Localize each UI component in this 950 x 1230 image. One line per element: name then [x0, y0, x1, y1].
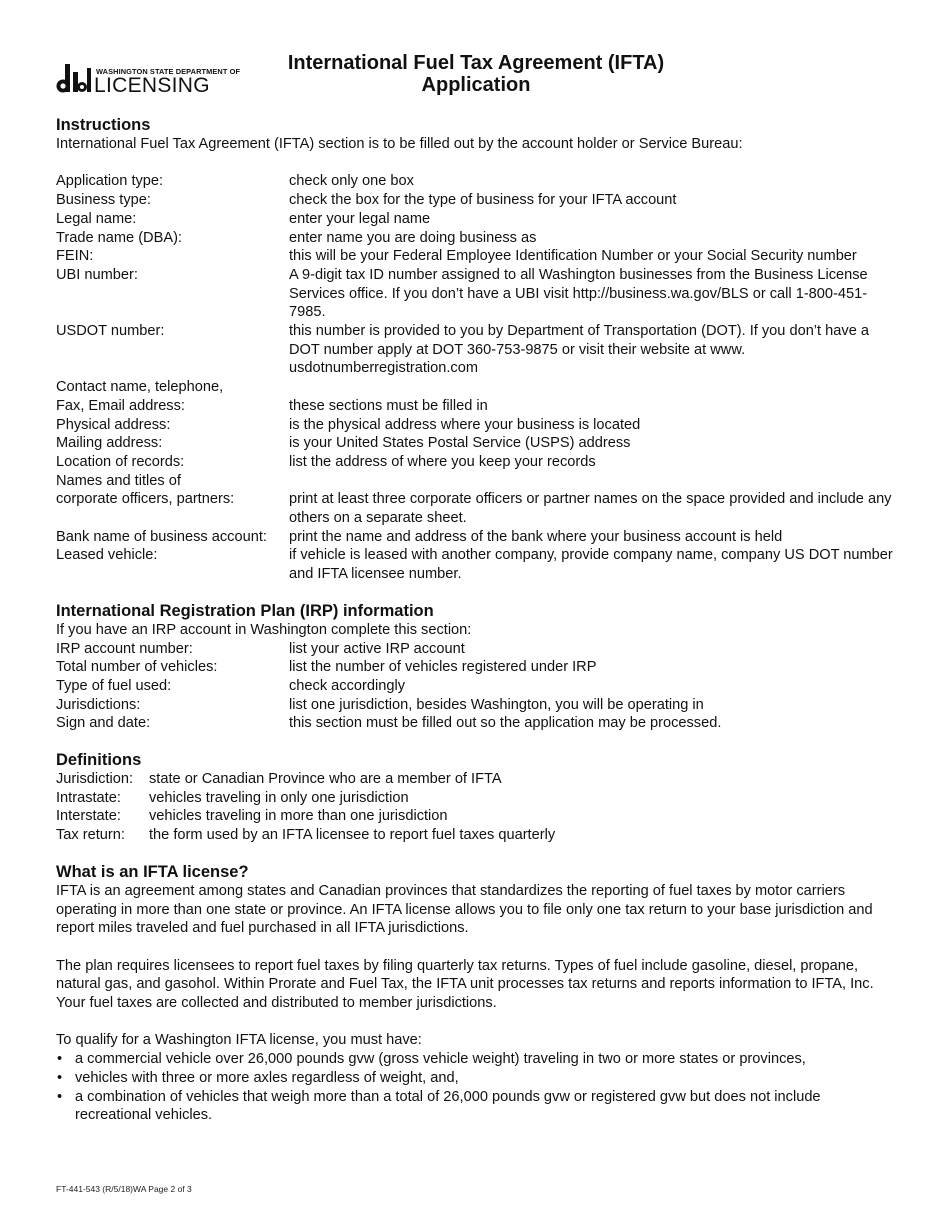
instruction-row-value: list the address of where you keep your records	[289, 453, 596, 470]
logo-department-text: WASHINGTON STATE DEPARTMENT OF	[96, 67, 241, 76]
irp-intro: If you have an IRP account in Washington complete this section:	[56, 621, 472, 638]
instruction-row-value: if vehicle is leased with another company, provide company name, company US DOT number and IFTA licensee number.	[289, 547, 893, 583]
definition-row-value: vehicles traveling in only one jurisdiction	[149, 789, 409, 806]
instruction-row	[56, 266, 896, 322]
instruction-row-value: this will be your Federal Employee Identification Number or your Social Security number	[289, 248, 857, 265]
page-header	[56, 52, 896, 104]
definition-row-label: Jurisdiction:	[56, 771, 134, 788]
instruction-row	[56, 546, 896, 583]
instruction-row-value: check the box for the type of business for your IFTA account	[289, 192, 677, 209]
definition-row-value: vehicles traveling in more than one jurisdiction	[149, 808, 448, 825]
instruction-row-value: is your United States Postal Service (USPS) address	[289, 435, 631, 452]
instruction-row-label: FEIN:	[56, 248, 94, 265]
definitions-section	[56, 751, 896, 845]
irp-heading: International Registration Plan (IRP) information	[56, 601, 434, 620]
instruction-row	[56, 528, 896, 547]
instructions-intro: International Fuel Tax Agreement (IFTA) section is to be filled out by the account holder or Service Bureau:	[56, 136, 743, 152]
instruction-row-value: check only one box	[289, 173, 414, 190]
instruction-row-value: print at least three corporate officers or partner names on the space provided and include any others on a separate sheet.	[289, 491, 892, 527]
page-title-line1: International Fuel Tax Agreement (IFTA)	[287, 52, 665, 74]
instruction-row-label: Mailing address:	[56, 435, 163, 452]
instruction-row-label: Contact name, telephone,	[56, 379, 224, 396]
instruction-row	[56, 172, 896, 191]
instruction-row-value: enter your legal name	[289, 210, 431, 227]
instruction-row	[56, 210, 896, 229]
instruction-row	[56, 191, 896, 210]
instruction-row-value: enter name you are doing business as	[289, 229, 537, 246]
irp-row-label: Sign and date:	[56, 715, 151, 732]
what-is-ifta-section	[56, 863, 896, 1125]
instruction-row-value: these sections must be filled in	[289, 397, 488, 414]
instructions-heading: Instructions	[56, 116, 151, 134]
instruction-row	[56, 247, 896, 266]
definition-row	[56, 770, 896, 789]
document-page	[56, 52, 896, 1125]
definitions-list	[56, 770, 896, 845]
definition-row	[56, 789, 896, 808]
irp-row-value: check accordingly	[289, 677, 405, 694]
instruction-row-label: Bank name of business account:	[56, 528, 267, 545]
qualify-bullet: • vehicles with three or more axles regardless of weight, and,	[56, 1069, 896, 1088]
page-title-line2: Application	[421, 74, 531, 96]
definition-row	[56, 807, 896, 826]
irp-section	[56, 602, 896, 733]
irp-row-label: Jurisdictions:	[56, 696, 141, 713]
instruction-row-value: A 9-digit tax ID number assigned to all Washington businesses from the Business License Services office. If you don’t have a UBI visit http://business.wa.gov/BLS or call 1-800-451-7985.	[289, 266, 868, 321]
definition-row	[56, 826, 896, 845]
instruction-row-label: Physical address:	[56, 416, 171, 433]
instructions-section	[56, 116, 896, 584]
qualify-list	[56, 1050, 896, 1125]
logo-licensing-text: LICENSING	[94, 74, 210, 97]
irp-row-value: this section must be filled out so the application may be processed.	[289, 715, 722, 732]
instruction-row	[56, 378, 896, 397]
instruction-row-label: Trade name (DBA):	[56, 229, 182, 246]
irp-row-label: Total number of vehicles:	[56, 659, 218, 676]
instruction-row-label: Business type:	[56, 192, 151, 209]
instruction-row-label: Location of records:	[56, 453, 185, 470]
page-title	[246, 52, 706, 96]
instruction-row-label: Legal name:	[56, 210, 137, 227]
instruction-row-label: Fax, Email address:	[56, 397, 185, 414]
qualify-bullet: • a commercial vehicle over 26,000 pounds gvw (gross vehicle weight) traveling in two or more states or provinces,	[56, 1050, 896, 1069]
definitions-heading: Definitions	[56, 751, 142, 770]
irp-row-label: Type of fuel used:	[56, 677, 172, 694]
definition-row-value: the form used by an IFTA licensee to report fuel taxes quarterly	[149, 827, 556, 844]
instruction-row	[56, 322, 896, 378]
instruction-row	[56, 229, 896, 248]
form-footer: FT-441-543 (R/5/18)WA Page 2 of 3	[56, 1184, 192, 1194]
instruction-row-label: Application type:	[56, 173, 164, 190]
irp-list	[56, 640, 896, 734]
instruction-row-label: Leased vehicle:	[56, 547, 158, 564]
irp-row	[56, 677, 896, 696]
irp-row	[56, 658, 896, 677]
dol-logo-icon	[56, 64, 92, 94]
irp-row-value: list one jurisdiction, besides Washington, you will be operating in	[289, 696, 704, 713]
irp-row	[56, 696, 896, 715]
irp-row-value: list the number of vehicles registered under IRP	[289, 659, 597, 676]
definition-row-value: state or Canadian Province who are a member of IFTA	[149, 771, 502, 788]
qualify-bullet: • a combination of vehicles that weigh more than a total of 26,000 pounds gvw or registered gvw but does not include recreational vehicles.	[56, 1088, 896, 1125]
irp-row-value: list your active IRP account	[289, 640, 465, 657]
irp-row	[56, 714, 896, 733]
qualify-intro: To qualify for a Washington IFTA license, you must have:	[56, 1032, 422, 1049]
instruction-row-label: corporate officers, partners:	[56, 491, 235, 508]
instruction-row	[56, 397, 896, 416]
instruction-row-value: is the physical address where your business is located	[289, 416, 641, 433]
instruction-row	[56, 453, 896, 472]
instruction-row	[56, 416, 896, 435]
irp-row	[56, 640, 896, 659]
definition-row-label: Interstate:	[56, 808, 121, 825]
instruction-row	[56, 434, 896, 453]
instruction-row-label: Names and titles of	[56, 472, 181, 489]
what-paragraph-2: The plan requires licensees to report fuel taxes by filing quarterly tax returns. Types of fuel include gasoline, diesel, propane, natural gas, and gasohol. Within Prorate and Fuel Tax, the IFTA unit processes tax returns and reports information to IFTA, Inc. Your fuel taxes are collected and distributed to member jurisdictions.	[56, 957, 874, 1012]
instruction-row	[56, 490, 896, 527]
instruction-row-value: this number is provided to you by Department of Transportation (DOT). If you don’t have a DOT number apply at DOT 360-753-9875 or visit their website at www. usdotnumberregistration.com	[289, 323, 869, 377]
instructions-list	[56, 172, 896, 583]
definition-row-label: Intrastate:	[56, 789, 121, 806]
instruction-row-value: print the name and address of the bank where your business account is held	[289, 528, 783, 545]
instruction-row-label: UBI number:	[56, 266, 138, 283]
irp-row-label: IRP account number:	[56, 640, 193, 657]
instruction-row	[56, 472, 896, 491]
instruction-row-label: USDOT number:	[56, 323, 165, 340]
what-heading: What is an IFTA license?	[56, 862, 249, 881]
definition-row-label: Tax return:	[56, 827, 125, 844]
dol-logo	[56, 54, 241, 97]
what-paragraph-1: IFTA is an agreement among states and Canadian provinces that standardizes the reporting of fuel taxes by motor carriers operating in more than one state or province. An IFTA license allows you to file only one tax return to your base jurisdiction and report miles traveled and fuel purchased in all IFTA jurisdictions.	[56, 882, 873, 937]
